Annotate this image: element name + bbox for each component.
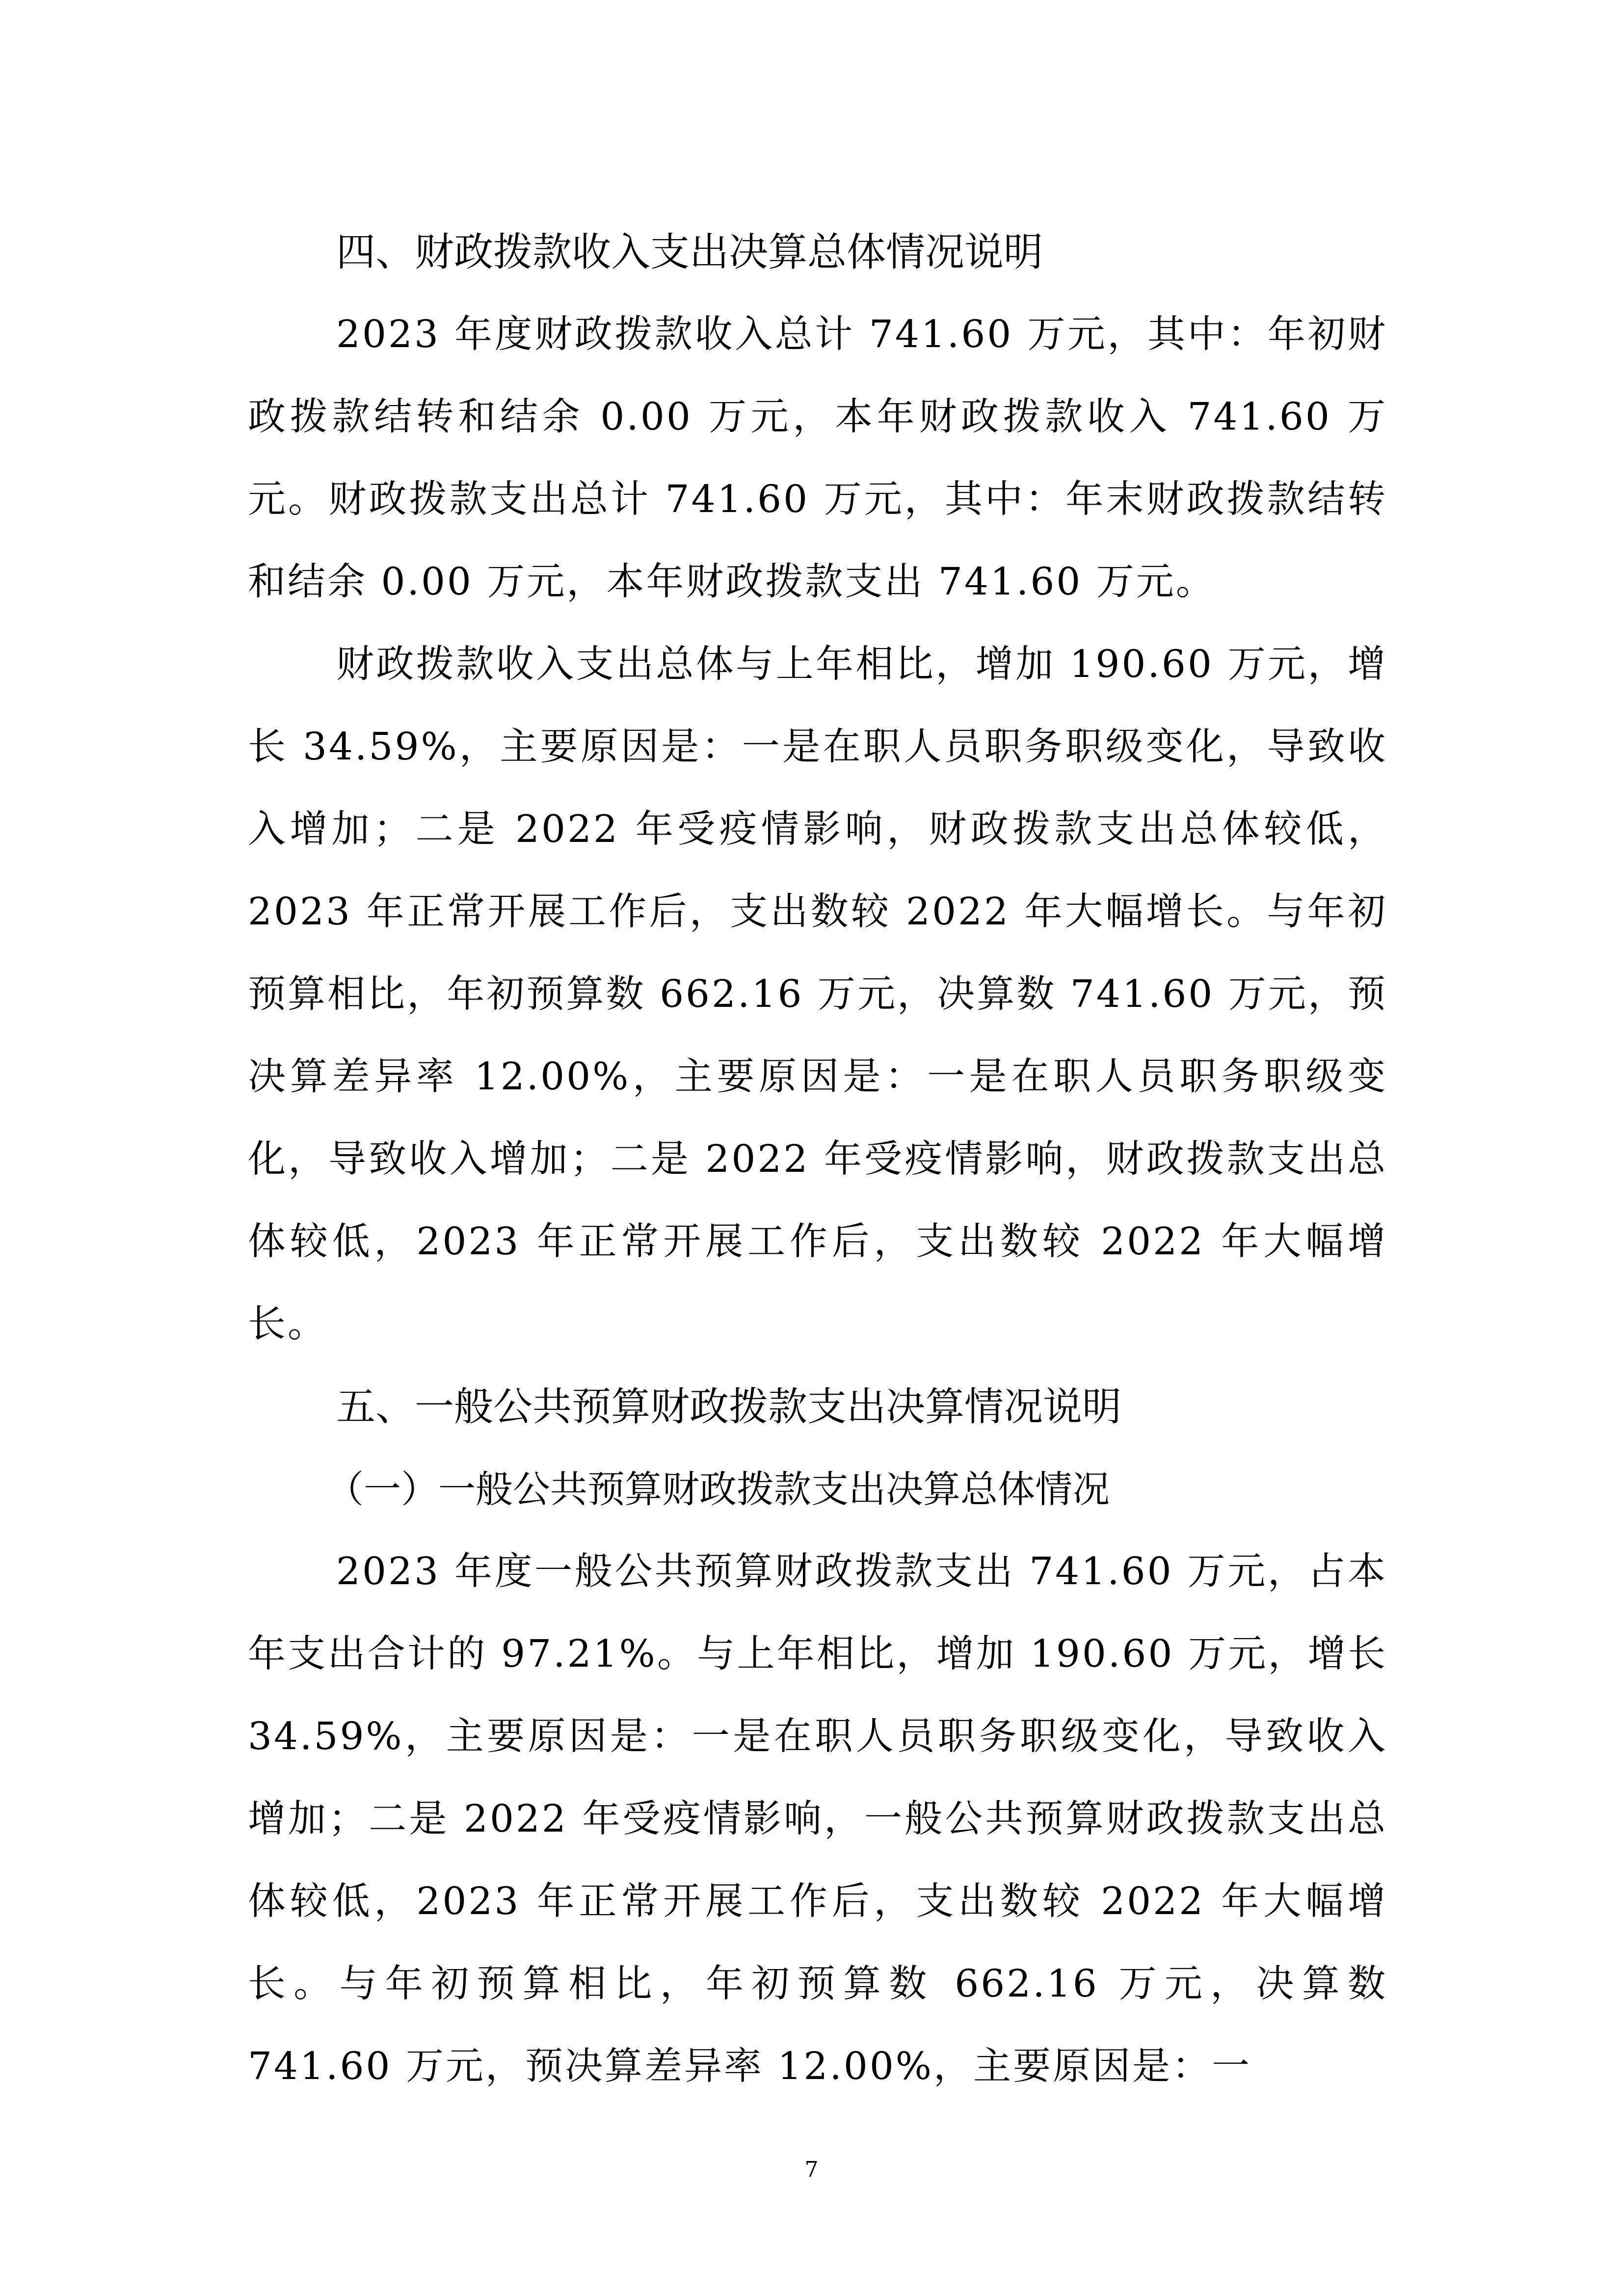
- paragraph-year-comparison: 财政拨款收入支出总体与上年相比，增加 190.60 万元，增长 34.59%，主要原因是：一是在职人员职务职级变化，导致收入增加；二是 2022 年受疫情影响，财政拨款支出总体较低，2023 年正常开展工作后，支出数较 2022 年大幅增长。与年初预算相比，年初预算数 662.16 万元，决算数 741.60 万元，预决算差异率 12.00%，主要原因是：一是在职人员职务职级变化，导致收入增加；二是 2022 年受疫情影响，财政拨款支出总体较低，2023 年正常开展工作后，支出数较 2022 年大幅增长。: [248, 643, 1387, 1346]
- section-heading-4: 四、财政拨款收入支出决算总体情况说明: [336, 229, 1043, 275]
- paragraph-revenue-expenditure-totals: 2023 年度财政拨款收入总计 741.60 万元，其中：年初财政拨款结转和结余 0.00 万元，本年财政拨款收入 741.60 万元。财政拨款支出总计 741.60 万元，其中：年末财政拨款结转和结余 0.00 万元，本年财政拨款支出 741.60 万元。: [248, 313, 1387, 604]
- section-heading-5: 五、一般公共预算财政拨款支出决算情况说明: [336, 1384, 1121, 1430]
- page-number: 7: [804, 2157, 819, 2182]
- page-content: [248, 211, 1387, 2108]
- paragraph-general-budget-expenditure: 2023 年度一般公共预算财政拨款支出 741.60 万元，占本年支出合计的 97.21%。与上年相比，增加 190.60 万元，增长 34.59%，主要原因是：一是在职人员职务职级变化，导致收入增加；二是 2022 年受疫情影响，一般公共预算财政拨款支出总体较低，2023 年正常开展工作后，支出数较 2022 年大幅增长。与年初预算相比，年初预算数 662.16 万元，决算数 741.60 万元，预决算差异率 12.00%，主要原因是：一: [248, 1550, 1387, 2088]
- subsection-heading-1: （一）一般公共预算财政拨款支出决算总体情况: [326, 1467, 1110, 1511]
